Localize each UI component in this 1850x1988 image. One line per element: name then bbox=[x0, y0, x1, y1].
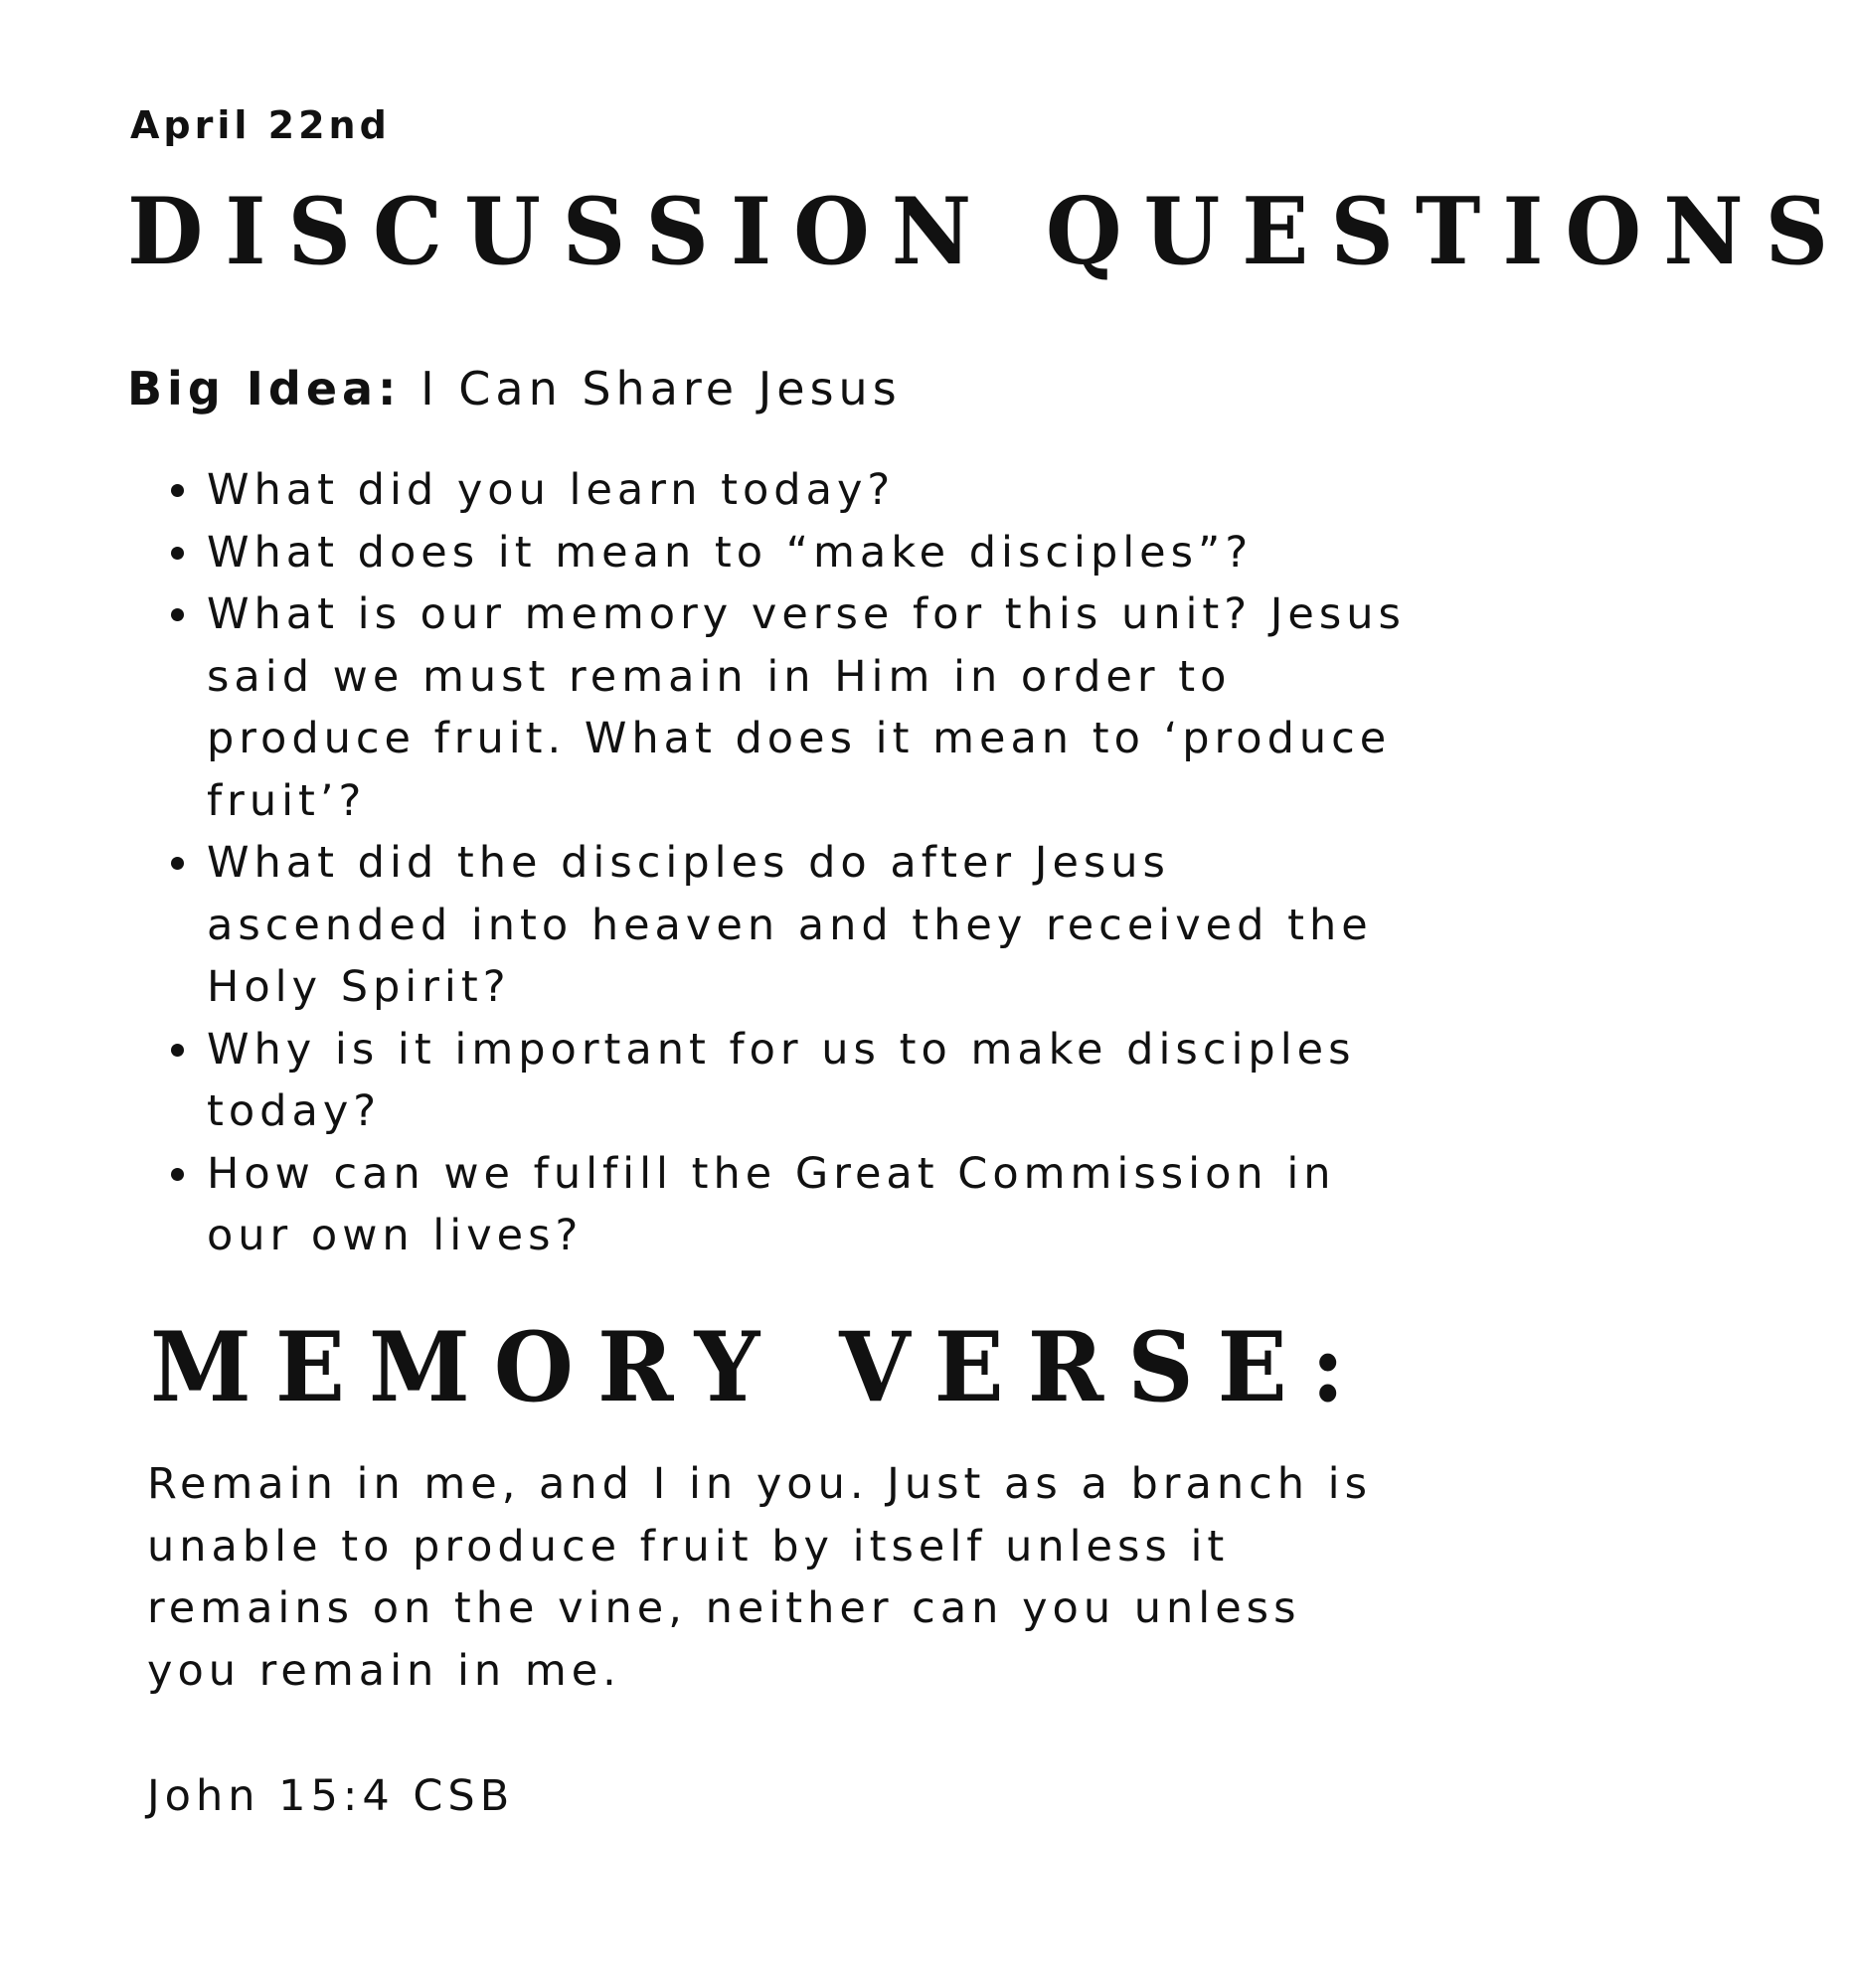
bullet-icon bbox=[171, 1044, 184, 1057]
memory-verse-text: Remain in me, and I in you. Just as a branch is unable to produce fruit by itself unless it remains on the vine, neither can you unless you remain in me. bbox=[147, 1459, 1372, 1696]
verse-reference: John 15:4 CSB bbox=[147, 1771, 515, 1821]
question-text: What did you learn today? bbox=[207, 465, 896, 515]
discussion-questions-heading: DISCUSSION QUESTIONS bbox=[127, 176, 1850, 285]
bullet-icon bbox=[171, 1168, 184, 1181]
question-item bbox=[169, 832, 1422, 1019]
bullet-icon bbox=[171, 484, 184, 497]
question-text: What is our memory verse for this unit? Jesus said we must remain in Him in order to produce fruit. What does it mean to ‘produce fruit’? bbox=[207, 589, 1406, 826]
question-text: How can we fulfill the Great Commission in our own lives? bbox=[207, 1148, 1336, 1260]
question-text: Why is it important for us to make disciples today? bbox=[207, 1024, 1356, 1136]
bullet-icon bbox=[171, 857, 184, 870]
question-item bbox=[169, 1143, 1422, 1267]
question-text: What does it mean to “make disciples”? bbox=[207, 527, 1254, 578]
question-item bbox=[169, 583, 1422, 832]
big-idea-text: I Can Share Jesus bbox=[420, 362, 902, 415]
big-idea-label: Big Idea: bbox=[127, 362, 402, 415]
question-item bbox=[169, 522, 1422, 584]
question-item bbox=[169, 459, 1422, 522]
bullet-icon bbox=[171, 547, 184, 560]
discussion-question-list bbox=[169, 459, 1422, 1267]
lesson-date: April 22nd bbox=[130, 103, 391, 147]
big-idea bbox=[127, 361, 902, 416]
question-item bbox=[169, 1019, 1422, 1143]
bullet-icon bbox=[171, 608, 184, 621]
question-text: What did the disciples do after Jesus ascended into heaven and they received the Holy Spirit? bbox=[207, 838, 1373, 1012]
memory-verse-heading: MEMORY VERSE: bbox=[150, 1310, 1369, 1423]
